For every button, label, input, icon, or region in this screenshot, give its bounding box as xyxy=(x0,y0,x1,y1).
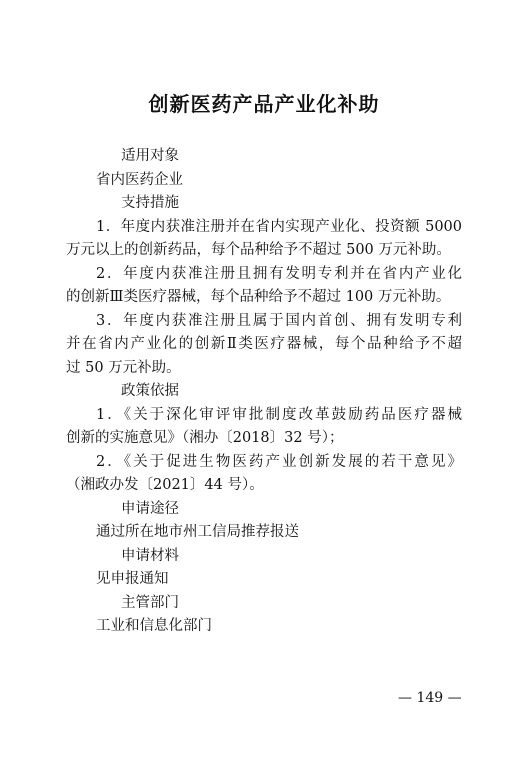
materials-text: 见申报通知 xyxy=(96,571,169,587)
apply-route-heading: 申请途径 xyxy=(121,501,179,517)
page-title: 创新医药产品产业化补助 xyxy=(148,92,380,116)
page-number: — 149 — xyxy=(398,690,462,706)
basis-heading: 政策依据 xyxy=(121,383,179,399)
measure-item-3-line1: 3．年度内获准注册且属于国内首创、拥有发明专利 xyxy=(96,313,462,329)
basis-item-2-line1: 2．《关于促进生物医药产业创新发展的若干意见》 xyxy=(96,454,462,470)
measure-item-3-line2: 并在省内产业化的创新Ⅱ类医疗器械，每个品种给予不超 xyxy=(66,336,462,352)
basis-item-1-line2: 创新的实施意见》（湘办〔2018〕32 号）； xyxy=(66,430,344,446)
measure-item-1-line1: 1．年度内获准注册并在省内实现产业化、投资额 5000 xyxy=(96,219,462,235)
apply-route-text: 通过所在地市州工信局推荐报送 xyxy=(96,524,299,540)
measures-heading: 支持措施 xyxy=(121,195,179,211)
measure-item-2-line1: 2．年度内获准注册且拥有发明专利并在省内产业化 xyxy=(96,266,462,282)
measure-item-3-line3: 过 50 万元补助。 xyxy=(66,360,181,376)
target-text: 省内医药企业 xyxy=(96,172,183,188)
basis-item-2-line2: （湘政办发〔2021〕44 号）。 xyxy=(66,477,264,493)
basis-item-1-line1: 1．《关于深化审评审批制度改革鼓励药品医疗器械 xyxy=(96,407,462,423)
measure-item-2-line2: 的创新Ⅲ类医疗器械，每个品种给予不超过 100 万元补助。 xyxy=(66,289,451,305)
measure-item-1-line2: 万元以上的创新药品，每个品种给予不超过 500 万元补助。 xyxy=(66,242,451,258)
materials-heading: 申请材料 xyxy=(121,548,179,564)
target-heading: 适用对象 xyxy=(121,148,179,164)
dept-heading: 主管部门 xyxy=(121,595,179,611)
dept-text: 工业和信息化部门 xyxy=(96,618,212,634)
